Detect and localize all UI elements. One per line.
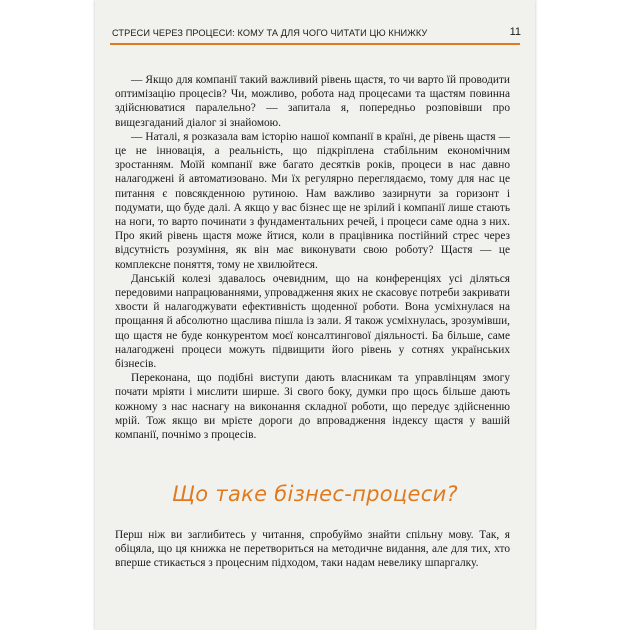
book-page	[95, 0, 535, 630]
section-intro	[115, 528, 510, 571]
page-header	[95, 24, 535, 44]
page-number: 11	[509, 26, 521, 38]
body-text	[115, 73, 510, 442]
paragraph: Перш ніж ви заглибитесь у читання, спробуймо знайти спільну мову. Так, я обіцяла, що ця книжка не перетвориться на методичне видання, але для тих, хто вперше стикається з процесним підходом, таки надам невелику шпаргалку.	[115, 529, 510, 570]
running-title: СТРЕСИ ЧЕРЕЗ ПРОЦЕСИ: КОМУ ТА ДЛЯ ЧОГО ЧИТАТИ ЦЮ КНИЖКУ	[112, 28, 428, 38]
section-heading: Що таке бізнес-процеси?	[172, 482, 458, 506]
header-rule	[110, 43, 520, 45]
paragraph: Данській колезі здавалось очевидним, що на конференціях усі діляться передовими напрацюваннями, упровадження яких не скасовує потреби закривати хвости й налагоджувати ефективність щоденної роботи. Вона усміхнулася на прощання й абсолютно щаслива пішла із зали. Я також усміхнулась, зрозумівши, що щастя не буде конкурентом моєї консалтингової діяльності. Ба більше, саме налагоджені процеси можуть підвищити його рівень у сотнях українських бізнесів.	[115, 272, 510, 371]
paragraph: — Наталі, я розказала вам історію нашої компанії в країні, де рівень щастя — це не інновація, а реальність, що підкріплена стабільним економічним зростанням. Моїй компанії вже багато десятків років, процеси в нас давно налагоджені й автоматизовано. Ми їх регулярно переглядаємо, тому для нас це питання є повсякденною рутиною. Нам важливо зазирнути за горизонт і подумати, що буде далі. А якщо у вас бізнес ще не зрілий і компанії лише стають на ноги, то варто починати з фундаментальних речей, і процеси саме одна з них. Про який рівень щастя може йтися, коли в працівника постійний стрес через відсутність розуміння, як він має виконувати свою роботу? Щастя — це комплексне поняття, тому не хвилюйтеся.	[115, 130, 510, 271]
paragraph: Переконана, що подібні виступи дають власникам та управлінцям змогу почати мріяти і мислити ширше. Зі свого боку, думки про щось більше дають кожному з нас наснагу на виконання складної роботи, що передує здійсненню мрій. Тож якщо ви мрієте дороги до впровадження індексу щастя у вашій компанії, почнімо з процесів.	[115, 372, 510, 442]
paragraph: — Якщо для компанії такий важливий рівень щастя, то чи варто їй проводити оптимізацію процесів? Чи, можливо, робота над процесами та щастям повинна здійснюватися паралельно? — запитала я, попередньо розповівши про вищезгаданий діалог зі знайомою.	[115, 74, 510, 129]
